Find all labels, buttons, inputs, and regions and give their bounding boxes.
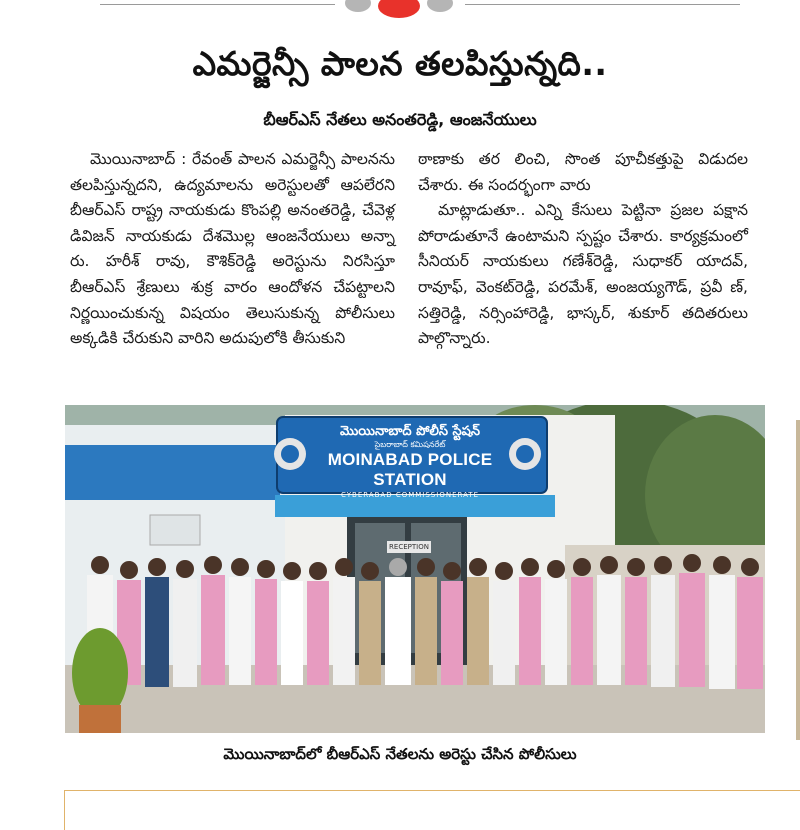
potted-plant <box>72 628 128 733</box>
news-photo <box>65 405 765 733</box>
sign-telugu-small: సైబరాబాద్ కమిషనరేట్ <box>374 440 446 449</box>
header-ornament <box>100 0 740 16</box>
ornament-dot-left <box>345 0 371 12</box>
article-column-right <box>418 147 748 352</box>
sign-subtitle: CYBERABAD COMMISSIONERATE <box>340 491 480 499</box>
ornament-dot-right <box>427 0 453 12</box>
ornament-dot-center <box>378 0 420 18</box>
ornament-line-left <box>100 4 335 5</box>
door-label: RECEPTION <box>387 541 431 553</box>
group-of-people <box>65 405 765 733</box>
people-row <box>87 554 763 689</box>
sign-telugu: మొయినాబాద్ పోలీస్ స్టేషన్ <box>339 424 481 439</box>
sign-english: MOINABAD POLICE STATION <box>327 450 493 489</box>
article-subheadline: బీఆర్ఎస్ నేతలు అనంతరెడ్డి, ఆంజనేయులు <box>263 110 537 129</box>
photo-caption: మొయినాబాద్‌లో బీఆర్ఎస్ నేతలను అరెస్టు చేసిన పోలీసులు <box>223 745 577 763</box>
adjacent-page-edge <box>796 420 800 740</box>
article-paragraph: మాట్లాడుతూ.. ఎన్ని కేసులు పెట్టినా ప్రజల పక్షాన పోరాడుతూనే ఉంటామని స్పష్టం చేశారు. కార్యక్రమంలో సీనియర్ నాయకులు గణేశ్‌రెడ్డి, సుధాకర్ యాదవ్, రావూఫ్, వెంకట్‌రెడ్డి, పరమేశ్, అంజయ్యగౌడ్, ప్రవీ ణ్, సత్తిరెడ్డి, నర్సింహారెడ్డి, భాస్కర్, శుకూర్ తదితరులు పాల్గొన్నారు. <box>418 201 748 348</box>
article-paragraph: మొయినాబాద్ : రేవంత్ పాలన ఎమర్జెన్సీ పాలనను తలపిస్తున్నదని, ఉద్యమాలను అరెస్టులతో ఆపలేరని బీఆర్ఎస్ రాష్ట్ర నాయకుడు కొంపల్లి అనంతరెడ్డి, చేవెళ్ల డివిజన్ నాయకుడు దేశమొల్ల ఆంజనేయులు అన్నా రు. హరీశ్ రావు, కౌశిక్‌రెడ్డి అరెస్టును నిరసిస్తూ బీఆర్ఎస్ శ్రేణులు శుక్ర వారం ఆందోళన చేపట్టాలని నిర్ణయించుకున్న విషయం తెలుసుకున్న పోలీసులు అక్కడికి చేరుకుని వారిని అదుపులోకి తీసుకుని <box>70 150 395 348</box>
article-paragraph: ఠాణాకు తర లించి, సొంత పూచీకత్తుపై విడుదల చేశారు. ఈ సందర్భంగా వారు <box>418 150 748 194</box>
article-headline: ఎమర్జెన్సీ పాలన తలపిస్తున్నది.. <box>192 44 608 83</box>
ornament-line-right <box>465 4 740 5</box>
next-article-box <box>64 790 800 830</box>
article-column-left <box>70 147 395 352</box>
